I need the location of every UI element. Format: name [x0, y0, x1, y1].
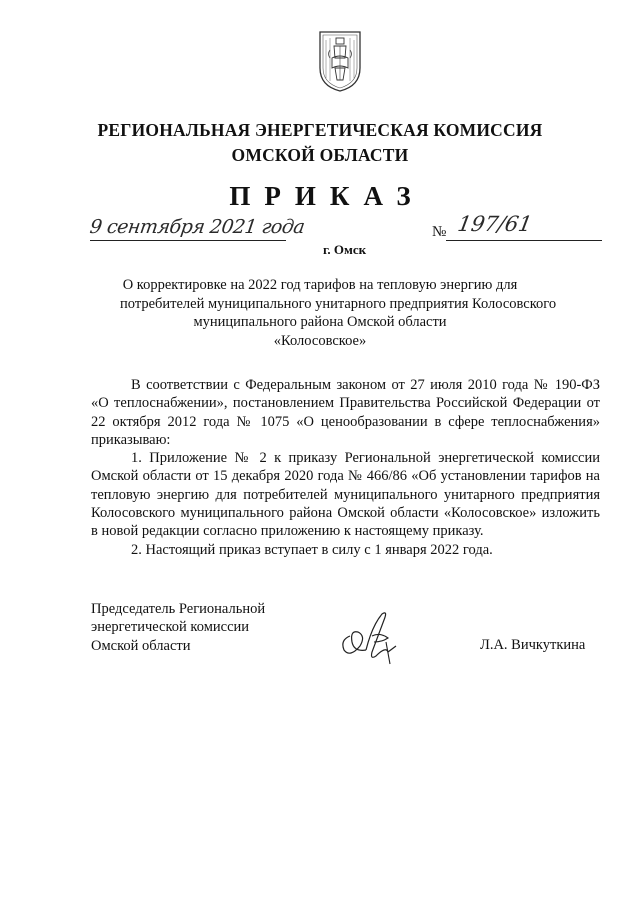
body-paragraph-preamble: В соответствии с Федеральным законом от 27 июля 2010 года № 190-ФЗ «О теплоснабжении», постановлением Правительства Российской Федерации от 22 октября 2012 года № 1075 «О ценообразовании в сфере теплоснабжения» приказываю: [91, 377, 600, 448]
number-underline [446, 240, 602, 241]
signatory-title [91, 600, 265, 655]
document-type-title: ПРИКАЗ [229, 181, 425, 211]
number-label: № [432, 224, 447, 240]
signatory-title-line: Председатель Региональной [91, 601, 266, 617]
date-underline [90, 240, 286, 241]
org-name-line1: РЕГИОНАЛЬНАЯ ЭНЕРГЕТИЧЕСКАЯ КОМИССИЯ [97, 120, 543, 140]
subject-line: «Колосовское» [273, 332, 367, 349]
subject-line: потребителей муниципального унитарного предприятия Колосовского [120, 295, 557, 312]
city-label: г. Омск [323, 242, 367, 257]
coat-of-arms-emblem [316, 28, 364, 94]
body-paragraph-item-2: 2. Настоящий приказ вступает в силу с 1 января 2022 года. [131, 541, 493, 558]
subject-line: муниципального района Омской области [193, 314, 447, 330]
handwritten-number: 197/61 [455, 212, 535, 236]
order-subject [120, 276, 557, 350]
order-body [91, 376, 600, 559]
signatory-name: Л.А. Вичкуткина [480, 637, 586, 653]
body-paragraph-item-1: 1. Приложение № 2 к приказу Региональной энергетической комиссии Омской области от 15 декабря 2020 года № 466/86 «Об установлении тарифов на тепловую энергию для потребителей муниципального унитарного предприятия Колосовского муниципального района Омской области «Колосовское» изложить в новой редакции согласно приложению к настоящему приказу. [91, 450, 600, 540]
org-name-line2: ОМСКОЙ ОБЛАСТИ [231, 145, 409, 165]
signatory-title-line: энергетической комиссии [91, 619, 250, 636]
subject-line: О корректировке на 2022 год тарифов на тепловую энергию для [122, 277, 518, 293]
handwritten-signature [336, 606, 406, 670]
handwritten-date: 9 сентября 2021 года [88, 216, 306, 238]
signatory-title-line: Омской области [91, 637, 191, 654]
